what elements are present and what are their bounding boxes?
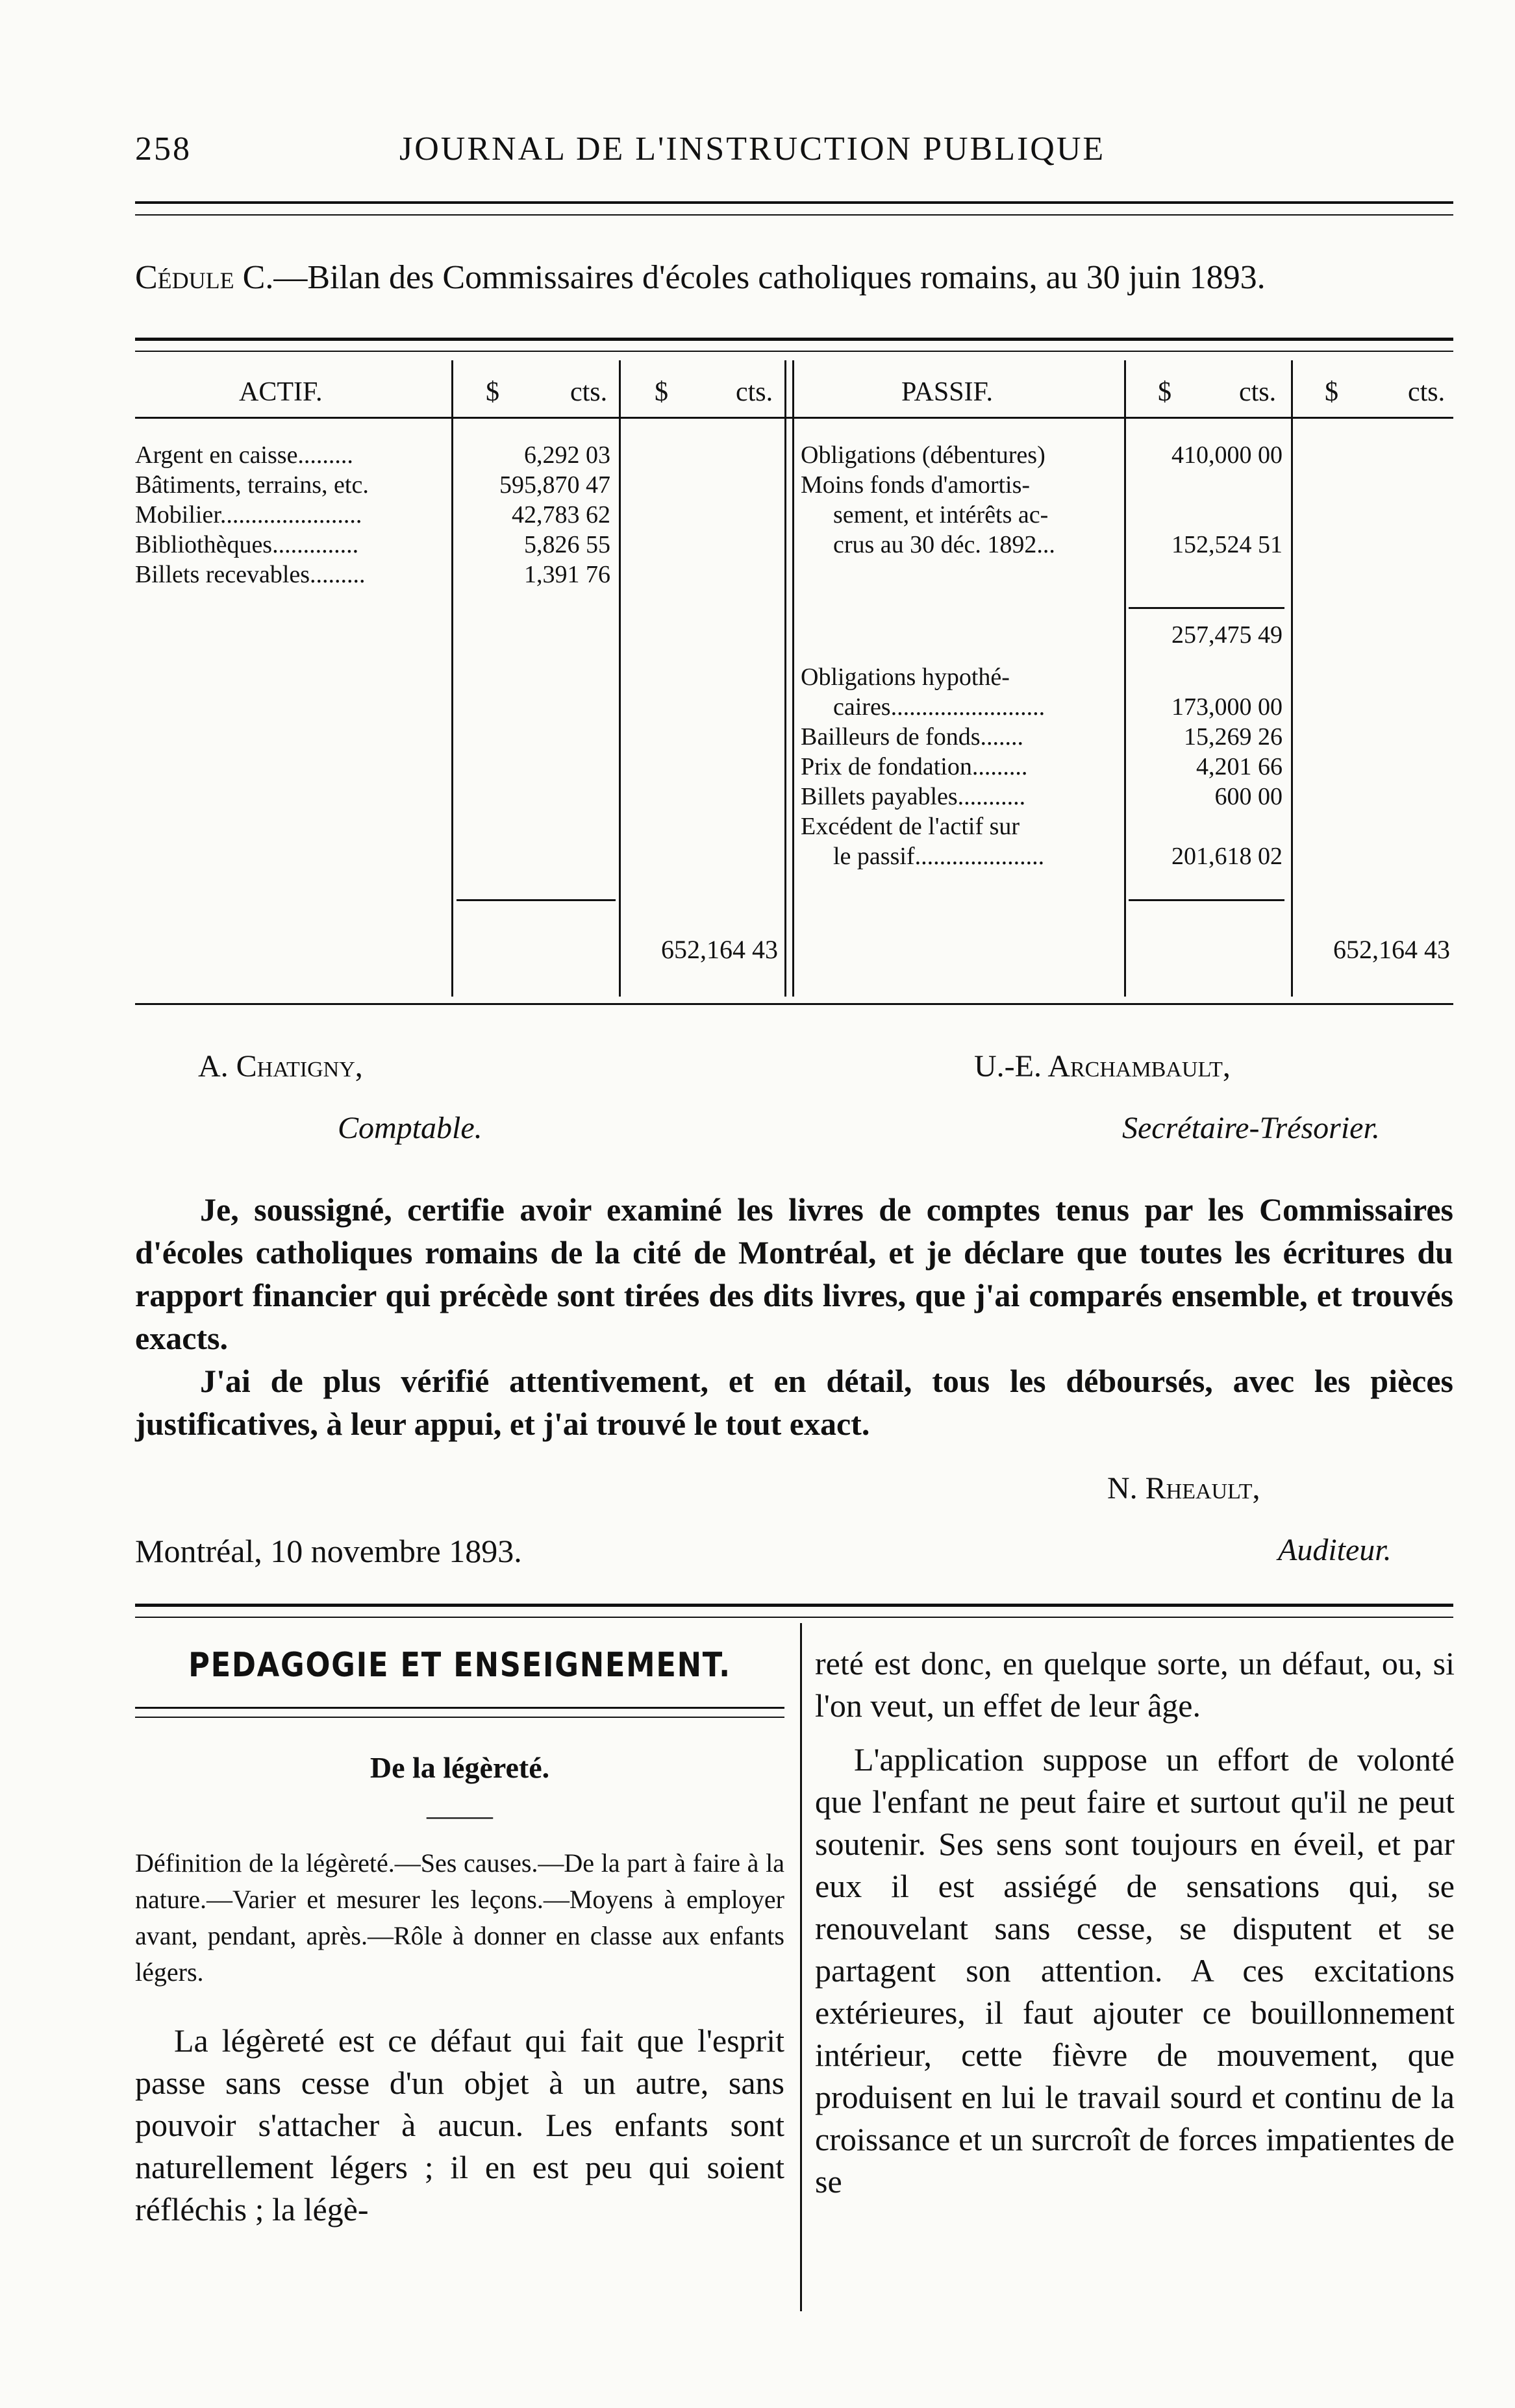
actif-value: 42,783 62 [512, 501, 610, 528]
certification-text [135, 1188, 1453, 1445]
total-rule [457, 899, 616, 901]
total-rule [1129, 899, 1284, 901]
header-cts: cts. [736, 377, 773, 407]
section-rule [135, 1604, 1453, 1607]
actif-label: Billets recevables......... [135, 561, 366, 588]
passif-label: le passif..................... [833, 843, 1045, 870]
body-paragraph: reté est donc, en quelque sorte, un défaut, ou, si l'on veut, un effet de leur âge. [815, 1645, 1455, 1724]
left-signature-name [198, 1049, 363, 1084]
passif-label: Excédent de l'actif sur [801, 813, 1020, 840]
section-rule-thin [135, 1617, 1453, 1618]
col-divider [619, 360, 621, 997]
article-summary: Définition de la légèreté.—Ses causes.—De la part à faire à la nature.—Varier et mesurer les leçons.—Moyens à employer avant, pendant, après.—Rôle à donner en classe aux enfants légers. [135, 1848, 784, 1987]
actif-value: 5,826 55 [524, 531, 610, 558]
certification-paragraph: Je, soussigné, certifie avoir examiné les livres de comptes tenus par les Commissaires d'écoles catholiques romains de la cité de Montréal, et je déclare que toutes les écritures du rapport financier qui précède sont tirées des dits livres, que j'ai comparés ensemble, et trouvés exacts. [135, 1191, 1453, 1356]
col-divider [1291, 360, 1293, 997]
dash-separator: — [427, 1798, 493, 1831]
title-rule-thin [135, 1717, 784, 1718]
actif-label: Mobilier....................... [135, 501, 362, 528]
header-cts: cts. [1408, 377, 1446, 407]
passif-value: 201,618 02 [1171, 843, 1283, 870]
passif-total: 652,164 43 [1333, 935, 1450, 964]
balance-table [135, 341, 1453, 997]
col-divider [784, 360, 786, 997]
auditor-name: N. Rheault, [1107, 1471, 1260, 1506]
header-rule [135, 201, 1453, 204]
passif-value: 15,269 26 [1184, 723, 1283, 751]
right-signature-name [974, 1049, 1231, 1084]
article-subtitle: De la légèreté. [369, 1751, 550, 1784]
header-dollar: $ [486, 377, 499, 407]
section-title: PEDAGOGIE ET ENSEIGNEMENT. [188, 1646, 731, 1685]
passif-label: Obligations hypothé- [801, 664, 1010, 691]
passif-value: 410,000 00 [1171, 441, 1283, 469]
passif-subtotal: 257,475 49 [1171, 621, 1283, 649]
actif-total: 652,164 43 [661, 935, 778, 964]
auditor-title: Auditeur. [1278, 1533, 1392, 1567]
header-dollar: $ [655, 377, 668, 407]
passif-label: sement, et intérêts ac- [833, 501, 1049, 528]
header-rule-thin [135, 214, 1453, 216]
actif-label: Bibliothèques.............. [135, 531, 359, 558]
body-paragraph: La légèreté est ce défaut qui fait que l'esprit passe sans cesse d'un objet à un autre, sans pouvoir s'attacher à aucun. Les enfants sont naturellement légers ; il en est peu qui soient réfléchis ; la légè- [135, 2022, 784, 2228]
col-divider [1124, 360, 1126, 997]
passif-label: Obligations (débentures) [801, 441, 1045, 469]
journal-title: JOURNAL DE L'INSTRUCTION PUBLIQUE [399, 130, 1106, 168]
actif-value: 6,292 03 [524, 441, 610, 469]
col-divider [792, 360, 794, 997]
left-body [135, 2020, 784, 2231]
passif-label: Moins fonds d'amortis- [801, 471, 1031, 499]
passif-label: Billets payables........... [801, 783, 1026, 810]
header-actif: ACTIF. [239, 377, 323, 407]
body-paragraph: L'application suppose un effort de volonté que l'enfant ne peut faire et surtout qu'il ne peut soutenir. Ses sens sont toujours en éveil, et par eux il est assiégé de sensations qui, se renouvelant sans cesse, se disputent et se partagent son attention. A ces excitations extérieures, il faut ajouter ce bouillonnement intérieur, cette fièvre de mouvement, que produisent en lui le travail sourd et continu de la croissance et un surcroît de forces impatientes de se [815, 1741, 1455, 2200]
actif-value: 595,870 47 [499, 471, 610, 499]
cedule-heading [135, 258, 1266, 297]
passif-value: 4,201 66 [1196, 753, 1283, 780]
subtotal-rule [1129, 607, 1284, 609]
actif-label: Bâtiments, terrains, etc. [135, 471, 369, 499]
table-bottom-rule [135, 1003, 1453, 1005]
col-divider [451, 360, 453, 997]
title-rule [135, 1707, 784, 1709]
passif-label: Bailleurs de fonds....... [801, 723, 1024, 751]
cedule-title: —Bilan des Commissaires d'écoles catholiques romains, au 30 juin 1893. [273, 259, 1266, 296]
passif-label: Prix de fondation......... [801, 753, 1028, 780]
passif-value: 152,524 51 [1171, 531, 1283, 558]
header-underline [135, 417, 1453, 419]
passif-label: caires......................... [833, 693, 1045, 721]
passif-label: crus au 30 déc. 1892... [833, 531, 1055, 558]
header-cts: cts. [1239, 377, 1277, 407]
header-passif: PASSIF. [901, 377, 994, 407]
column-divider [800, 1623, 802, 2311]
header-cts: cts. [570, 377, 608, 407]
actif-value: 1,391 76 [524, 561, 610, 588]
certification-paragraph: J'ai de plus vérifié attentivement, et en détail, tous les déboursés, avec les pièces justificatives, à leur appui, et j'ai trouvé le tout exact. [135, 1363, 1453, 1442]
left-column [135, 1646, 784, 2231]
passif-value: 173,000 00 [1171, 693, 1283, 721]
header-dollar: $ [1158, 377, 1171, 407]
place-date: Montréal, 10 novembre 1893. [135, 1533, 522, 1569]
right-signer: U.-E. Archambault, [974, 1049, 1231, 1084]
right-signature-title: Secrétaire-Trésorier. [1122, 1111, 1380, 1145]
right-column [815, 1643, 1455, 2203]
header-dollar: $ [1325, 377, 1338, 407]
actif-label: Argent en caisse......... [135, 441, 353, 469]
left-signer: A. Chatigny, [198, 1049, 363, 1084]
passif-value: 600 00 [1214, 783, 1283, 810]
left-signature-title: Comptable. [338, 1111, 482, 1145]
cedule-label: Cédule C. [135, 259, 274, 296]
page-number: 258 [135, 130, 192, 168]
